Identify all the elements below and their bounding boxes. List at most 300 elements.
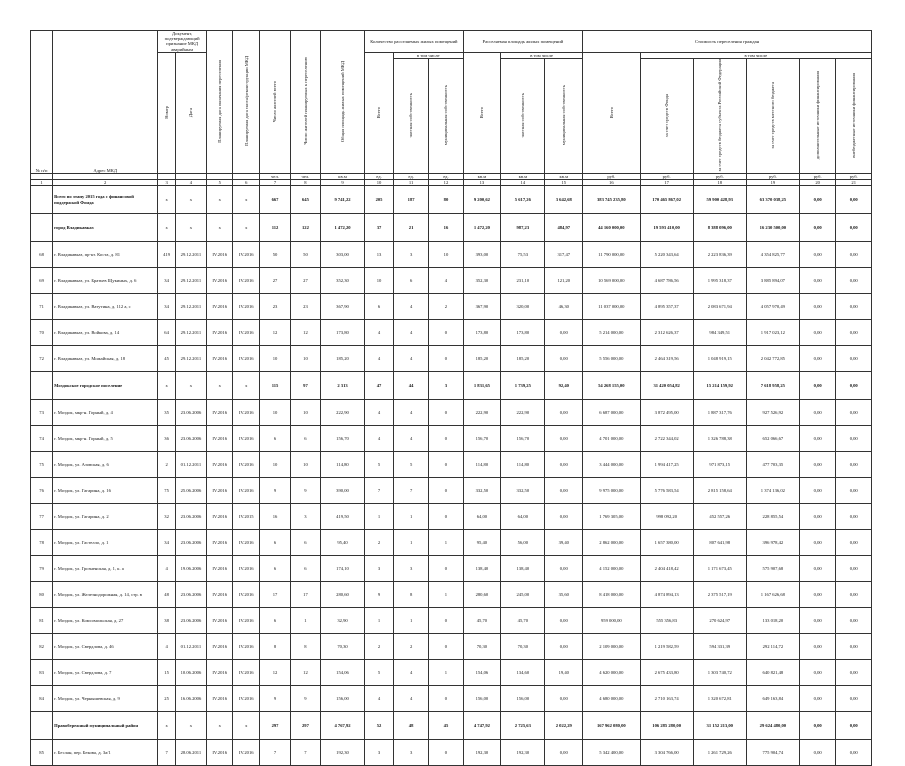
- unit-cell: кв.м: [501, 173, 545, 179]
- table-cell: 23.06.2006: [175, 530, 206, 556]
- table-cell: 48: [158, 582, 176, 608]
- table-cell: 4 057 970,49: [746, 294, 799, 320]
- header-cnt-incl: в том числе: [393, 52, 463, 58]
- table-row: [31, 242, 872, 268]
- column-number-cell: 7: [260, 179, 291, 185]
- column-number-cell: 21: [836, 179, 872, 185]
- table-cell: 44 160 000,00: [583, 214, 641, 242]
- table-cell: 8 388 096,00: [693, 214, 746, 242]
- table-cell: 12: [260, 320, 291, 346]
- table-cell: 133 018,20: [746, 608, 799, 634]
- table-cell: 95,40: [320, 530, 364, 556]
- table-cell: 0,00: [799, 478, 836, 504]
- table-cell: 332,50: [501, 478, 545, 504]
- table-cell: 154,06: [320, 660, 364, 686]
- table-cell: 37: [365, 214, 394, 242]
- table-cell: 27: [291, 268, 321, 294]
- table-cell: IV.2016: [233, 530, 260, 556]
- table-cell: 10: [260, 346, 291, 372]
- table-cell: IV.2016: [206, 294, 233, 320]
- table-cell: 1 917 023,12: [746, 320, 799, 346]
- table-cell: 452 557,26: [693, 504, 746, 530]
- table-cell: 35,60: [545, 582, 583, 608]
- table-cell: 192,30: [501, 740, 545, 766]
- table-cell: 0: [429, 452, 463, 478]
- table-cell: 0,00: [836, 740, 872, 766]
- address-cell: г. Моздок, ул. Гастелло, д. 1: [53, 530, 158, 556]
- table-cell: 11 790 000,00: [583, 242, 641, 268]
- subtotal-row: [31, 372, 872, 400]
- table-cell: 7: [291, 740, 321, 766]
- table-cell: 0,00: [836, 608, 872, 634]
- table-row: [31, 582, 872, 608]
- table-cell: 927 526,92: [746, 400, 799, 426]
- table-cell: 7 618 958,25: [746, 372, 799, 400]
- table-cell: 16: [429, 214, 463, 242]
- table-cell: 39,40: [545, 530, 583, 556]
- table-cell: 390,00: [320, 478, 364, 504]
- table-cell: 1 303 740,72: [693, 660, 746, 686]
- table-cell: 2 722 344,02: [640, 426, 693, 452]
- table-cell: 0,00: [836, 372, 872, 400]
- table-cell: 0,00: [799, 294, 836, 320]
- unit-cell: руб.: [799, 173, 836, 179]
- table-cell: 4: [393, 346, 428, 372]
- table-cell: 320,00: [501, 294, 545, 320]
- table-cell: 8 418 000,00: [583, 582, 641, 608]
- table-cell: 36: [158, 426, 176, 452]
- column-number-cell: 6: [233, 179, 260, 185]
- table-cell: IV.2016: [206, 268, 233, 294]
- table-cell: 9: [260, 686, 291, 712]
- unit-cell: руб.: [693, 173, 746, 179]
- unit-cell: ед.: [365, 173, 394, 179]
- table-cell: 2 375 517,19: [693, 582, 746, 608]
- table-cell: 0,00: [545, 400, 583, 426]
- table-cell: 0,00: [836, 452, 872, 478]
- table-cell: 74: [31, 426, 53, 452]
- table-row: [31, 320, 872, 346]
- table-cell: IV.2016: [233, 634, 260, 660]
- table-cell: 0,00: [799, 372, 836, 400]
- table-cell: 21: [393, 214, 428, 242]
- table-cell: 0,00: [799, 608, 836, 634]
- table-row: [31, 686, 872, 712]
- table-cell: 185,20: [463, 346, 501, 372]
- table-cell: 45,70: [463, 608, 501, 634]
- table-cell: 3: [365, 556, 394, 582]
- table-cell: IV.2016: [233, 686, 260, 712]
- table-cell: 28.06.2011: [175, 740, 206, 766]
- table-cell: 70,30: [501, 634, 545, 660]
- table-cell: 0,00: [545, 686, 583, 712]
- table-cell: IV.2016: [206, 582, 233, 608]
- table-cell: 10: [291, 400, 321, 426]
- table-cell: 4 747,92: [463, 712, 501, 740]
- table-cell: IV.2016: [233, 452, 260, 478]
- table-cell: 0,00: [545, 452, 583, 478]
- table-cell: 667: [260, 186, 291, 214]
- table-cell: 16 230 500,00: [746, 214, 799, 242]
- table-cell: 85: [31, 740, 53, 766]
- table-cell: 4 767,92: [320, 712, 364, 740]
- address-cell: г. Моздок, мкр-н. Горный, д. 4: [53, 400, 158, 426]
- address-cell: г. Владикавказ, ул. Войкова, д. 14: [53, 320, 158, 346]
- table-cell: 0,00: [836, 582, 872, 608]
- address-cell: г. Моздок, ул. Железнодорожная, д. 14, стр. в: [53, 582, 158, 608]
- table-cell: 0,00: [836, 634, 872, 660]
- header-cost-region: за счет средств бюджета субъекта Российской Федерации: [693, 59, 746, 174]
- table-cell: 80: [31, 582, 53, 608]
- column-number-cell: 11: [393, 179, 428, 185]
- table-cell: 9 200,62: [463, 186, 501, 214]
- table-cell: 396 978,42: [746, 530, 799, 556]
- header-cnt-municipal: муниципальная собственность: [429, 59, 463, 174]
- table-cell: 5: [365, 660, 394, 686]
- table-cell: 56,00: [501, 530, 545, 556]
- table-cell: 0,00: [799, 740, 836, 766]
- column-number-cell: 1: [31, 179, 53, 185]
- table-cell: 6: [260, 608, 291, 634]
- table-cell: 419,50: [320, 504, 364, 530]
- table-cell: 50: [260, 242, 291, 268]
- table-cell: 156,00: [463, 686, 501, 712]
- table-cell: [31, 186, 53, 214]
- table-cell: 1: [393, 530, 428, 556]
- table-cell: 122: [291, 214, 321, 242]
- table-cell: 0,00: [836, 712, 872, 740]
- table-cell: 9: [291, 478, 321, 504]
- table-cell: 25: [158, 686, 176, 712]
- table-cell: 2 083 671,94: [693, 294, 746, 320]
- table-row: [31, 400, 872, 426]
- table-cell: 1: [393, 608, 428, 634]
- address-cell: Моздокское городское поселение: [53, 372, 158, 400]
- table-cell: 998 092,20: [640, 504, 693, 530]
- table-cell: 156,00: [320, 686, 364, 712]
- table-cell: 0,00: [799, 452, 836, 478]
- table-cell: 0,00: [836, 478, 872, 504]
- table-cell: 01.12.2011: [175, 634, 206, 660]
- table-cell: 0,00: [836, 294, 872, 320]
- table-cell: 393,00: [463, 242, 501, 268]
- table-cell: 594 331,39: [693, 634, 746, 660]
- table-cell: 35: [158, 400, 176, 426]
- address-cell: г. Беслан, пер. Бекова, д. 3а/1: [53, 740, 158, 766]
- table-cell: 1 994 417,25: [640, 452, 693, 478]
- table-cell: 0,00: [836, 400, 872, 426]
- table-cell: 0,00: [545, 608, 583, 634]
- table-cell: 0,00: [799, 530, 836, 556]
- header-plan-demolish: Планируемая дата сноса/реконструкции МКД: [233, 31, 260, 174]
- table-cell: 192,30: [320, 740, 364, 766]
- header-address: Адрес МКД: [53, 31, 158, 174]
- unit-cell: руб.: [640, 173, 693, 179]
- table-cell: 75: [158, 478, 176, 504]
- table-cell: x: [233, 712, 260, 740]
- address-cell: Правобережный муниципальный район: [53, 712, 158, 740]
- table-cell: 8: [393, 582, 428, 608]
- table-cell: IV.2016: [233, 294, 260, 320]
- table-cell: 303,00: [320, 242, 364, 268]
- table-cell: 2 109 000,00: [583, 634, 641, 660]
- table-cell: 64: [158, 320, 176, 346]
- table-cell: 32,90: [320, 608, 364, 634]
- table-cell: 1 048 919,15: [693, 346, 746, 372]
- table-cell: 27: [260, 268, 291, 294]
- table-cell: 0,00: [836, 686, 872, 712]
- table-cell: 0,00: [836, 186, 872, 214]
- table-cell: 1: [429, 530, 463, 556]
- table-cell: 297: [260, 712, 291, 740]
- table-cell: x: [233, 186, 260, 214]
- table-cell: x: [175, 372, 206, 400]
- table-cell: 0,00: [545, 320, 583, 346]
- table-cell: 0,00: [836, 426, 872, 452]
- table-cell: IV.2016: [206, 346, 233, 372]
- table-cell: 4: [429, 268, 463, 294]
- table-cell: 29.12.2011: [175, 294, 206, 320]
- table-cell: 7: [158, 740, 176, 766]
- table-cell: x: [206, 372, 233, 400]
- table-cell: IV.2016: [233, 740, 260, 766]
- table-cell: 1 320 672,81: [693, 686, 746, 712]
- table-cell: 77: [31, 504, 53, 530]
- table-cell: 775 904,74: [746, 740, 799, 766]
- table-cell: 32: [158, 504, 176, 530]
- table-cell: 5 214 000,00: [583, 320, 641, 346]
- table-row: [31, 504, 872, 530]
- header-doc-group: Документ, подтверждающий признание МКД аварийным: [158, 31, 207, 53]
- table-row: [31, 530, 872, 556]
- table-row: [31, 294, 872, 320]
- table-cell: 11 037 000,00: [583, 294, 641, 320]
- table-cell: 2: [429, 294, 463, 320]
- header-doc-date: Дата: [175, 52, 206, 173]
- table-cell: 6: [291, 556, 321, 582]
- header-resettle-area: Расселяемая площадь жилых помещений: [463, 31, 582, 53]
- table-cell: 6: [365, 294, 394, 320]
- address-cell: г. Моздок, мкр-н. Горный, д. 5: [53, 426, 158, 452]
- table-cell: 0,00: [545, 740, 583, 766]
- table-cell: 19,40: [545, 660, 583, 686]
- table-cell: 2 313: [320, 372, 364, 400]
- table-cell: IV.2016: [233, 556, 260, 582]
- table-cell: 0,00: [799, 660, 836, 686]
- table-cell: 228 855,54: [746, 504, 799, 530]
- header-cost-total: Всего: [583, 52, 641, 173]
- table-cell: 10: [291, 346, 321, 372]
- table-cell: 3 872 495,00: [640, 400, 693, 426]
- table-cell: 79: [31, 556, 53, 582]
- table-cell: 1: [291, 608, 321, 634]
- table-cell: 13: [365, 242, 394, 268]
- table-cell: 84: [31, 686, 53, 712]
- table-cell: 1 326 788,38: [693, 426, 746, 452]
- table-cell: 1 739,25: [501, 372, 545, 400]
- table-cell: 45,70: [501, 608, 545, 634]
- table-cell: 477 703,35: [746, 452, 799, 478]
- unit-cell: руб.: [746, 173, 799, 179]
- table-cell: 4: [365, 320, 394, 346]
- table-cell: 138,40: [463, 556, 501, 582]
- table-cell: IV.2016: [233, 608, 260, 634]
- table-cell: 3 642,68: [545, 186, 583, 214]
- table-cell: 114,80: [320, 452, 364, 478]
- column-number-cell: 14: [501, 179, 545, 185]
- unit-cell: руб.: [583, 173, 641, 179]
- table-cell: 0,00: [799, 582, 836, 608]
- unit-cell: чел.: [260, 173, 291, 179]
- table-cell: 6 687 000,00: [583, 400, 641, 426]
- table-cell: 95,40: [463, 530, 501, 556]
- table-cell: 1 831,65: [463, 372, 501, 400]
- column-number-cell: 4: [175, 179, 206, 185]
- table-cell: x: [158, 214, 176, 242]
- table-cell: 70,30: [320, 634, 364, 660]
- table-cell: 245,00: [501, 582, 545, 608]
- column-number-cell: 9: [320, 179, 364, 185]
- header-total-area: Общая площадь жилых помещений МКД: [320, 31, 364, 174]
- header-cost-local: за счет средств местного бюджета: [746, 59, 799, 174]
- table-cell: 3: [429, 372, 463, 400]
- resettlement-table: [30, 30, 872, 766]
- table-cell: 231,10: [501, 268, 545, 294]
- column-number-cell: 10: [365, 179, 394, 185]
- table-cell: 187: [393, 186, 428, 214]
- table-cell: IV.2016: [206, 400, 233, 426]
- table-cell: 0: [429, 634, 463, 660]
- table-cell: 15 214 159,92: [693, 372, 746, 400]
- table-cell: 69: [31, 268, 53, 294]
- table-cell: 174,10: [320, 556, 364, 582]
- table-cell: 31 152 213,00: [693, 712, 746, 740]
- column-number-cell: 3: [158, 179, 176, 185]
- table-cell: 23.06.2006: [175, 582, 206, 608]
- table-cell: 575 907,68: [746, 556, 799, 582]
- header-residents-total: Число жителей всего: [260, 31, 291, 174]
- table-row: [31, 268, 872, 294]
- table-cell: 1: [429, 660, 463, 686]
- table-cell: 29.12.2011: [175, 346, 206, 372]
- table-cell: 555 356,83: [640, 608, 693, 634]
- table-cell: IV.2016: [206, 556, 233, 582]
- table-cell: 23: [260, 294, 291, 320]
- table-cell: 15: [158, 660, 176, 686]
- address-cell: г. Моздок, ул. Свердлова, д. 46: [53, 634, 158, 660]
- table-cell: x: [175, 186, 206, 214]
- address-cell: г. Моздок, ул. Азовская, д. 6: [53, 452, 158, 478]
- table-cell: 6: [260, 530, 291, 556]
- table-cell: 72: [31, 346, 53, 372]
- table-cell: x: [158, 186, 176, 214]
- table-cell: 8: [260, 634, 291, 660]
- table-cell: 0,00: [836, 530, 872, 556]
- table-cell: 9 741,22: [320, 186, 364, 214]
- table-cell: 4: [393, 320, 428, 346]
- table-cell: 23.06.2006: [175, 400, 206, 426]
- table-cell: 4: [158, 634, 176, 660]
- table-cell: 0,00: [836, 346, 872, 372]
- table-cell: 134,60: [501, 660, 545, 686]
- table-cell: 112: [260, 214, 291, 242]
- table-cell: 9: [291, 686, 321, 712]
- table-row: [31, 452, 872, 478]
- table-row: [31, 634, 872, 660]
- table-cell: 2 223 836,39: [693, 242, 746, 268]
- table-cell: 12: [291, 660, 321, 686]
- table-cell: 1 374 136,02: [746, 478, 799, 504]
- table-cell: x: [233, 214, 260, 242]
- table-cell: 6: [393, 268, 428, 294]
- table-cell: 81: [31, 608, 53, 634]
- table-cell: 5 342 400,00: [583, 740, 641, 766]
- column-number-cell: 19: [746, 179, 799, 185]
- table-cell: 3: [393, 242, 428, 268]
- table-cell: 154,06: [463, 660, 501, 686]
- table-cell: IV.2016: [206, 242, 233, 268]
- table-cell: 114,80: [501, 452, 545, 478]
- table-cell: 2 710 163,74: [640, 686, 693, 712]
- table-cell: 4 687 786,56: [640, 268, 693, 294]
- address-cell: г. Моздок, ул. Чернышевская, д. 9: [53, 686, 158, 712]
- table-cell: 1 261 729,26: [693, 740, 746, 766]
- table-cell: 0: [429, 400, 463, 426]
- subtotal-row: [31, 712, 872, 740]
- table-cell: 0,00: [799, 400, 836, 426]
- table-cell: 3 444 000,00: [583, 452, 641, 478]
- table-cell: 5: [365, 452, 394, 478]
- table-cell: 10 569 000,00: [583, 268, 641, 294]
- table-cell: 367,90: [320, 294, 364, 320]
- report-page: [30, 30, 872, 766]
- table-cell: IV.2016: [233, 478, 260, 504]
- table-cell: 156,00: [501, 686, 545, 712]
- table-cell: IV.2016: [233, 660, 260, 686]
- table-cell: 959 000,00: [583, 608, 641, 634]
- table-cell: 2 312 626,37: [640, 320, 693, 346]
- table-cell: 10: [260, 400, 291, 426]
- table-cell: 75,53: [501, 242, 545, 268]
- table-cell: 0,00: [799, 320, 836, 346]
- table-cell: IV.2016: [233, 400, 260, 426]
- table-cell: 4: [365, 686, 394, 712]
- column-number-cell: 8: [291, 179, 321, 185]
- table-cell: 167 962 080,00: [583, 712, 641, 740]
- table-cell: 156,70: [320, 426, 364, 452]
- table-cell: 0: [429, 426, 463, 452]
- table-cell: 6: [260, 556, 291, 582]
- table-row: [31, 740, 872, 766]
- table-cell: 115: [260, 372, 291, 400]
- table-cell: 7: [365, 478, 394, 504]
- table-cell: 192,30: [463, 740, 501, 766]
- table-cell: 3: [365, 740, 394, 766]
- table-cell: 0,00: [799, 686, 836, 712]
- unit-cell: чел.: [291, 173, 321, 179]
- table-cell: 17: [291, 582, 321, 608]
- table-cell: 01.12.2011: [175, 452, 206, 478]
- table-cell: 3: [393, 556, 428, 582]
- table-cell: 173,80: [320, 320, 364, 346]
- table-cell: 0,00: [799, 268, 836, 294]
- table-cell: 4 354 825,77: [746, 242, 799, 268]
- table-cell: 3: [291, 504, 321, 530]
- table-cell: 29.12.2011: [175, 320, 206, 346]
- table-cell: 17: [260, 582, 291, 608]
- table-cell: 5 556 000,00: [583, 346, 641, 372]
- header-cost-incl: в том числе: [640, 52, 871, 58]
